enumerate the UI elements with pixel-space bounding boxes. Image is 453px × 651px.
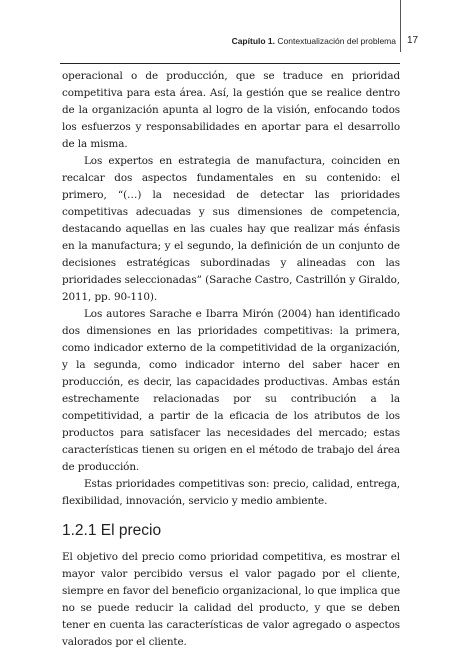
header-horizontal-rule xyxy=(60,63,400,64)
paragraph: El objetivo del precio como prioridad competitiva, es mostrar el mayor valor percibido versus el valor pagado por el cliente, siempre en favor del beneficio organizacional, lo que implica que no se puede reducir la calidad del producto, y que se deben tener en cuenta las características de valor agregado o aspectos valorados por el cliente. xyxy=(62,551,400,648)
chapter-label: Capítulo 1. xyxy=(231,36,276,46)
paragraph-continued: operacional o de producción, que se traduce en prioridad competitiva para esta área. Así, la gestión que se realice dentro de la organización apunta al logro de la visión, enfocando todos los esfuerzos y responsabilidades en aportar para el desarrollo de la misma. xyxy=(62,70,400,150)
paragraph: Estas prioridades competitivas son: precio, calidad, entrega, flexibilidad, innovación, servicio y medio ambiente. xyxy=(62,478,400,507)
running-header xyxy=(0,36,396,46)
paragraph: Los expertos en estrategia de manufactura, coinciden en recalcar dos aspectos fundamentales en su contenido: el primero, “(…) la necesidad de detectar las prioridades competitivas adecuadas y sus dimensiones de competencia, destacando aquellas en las cuales hay que realizar más énfasis en la manufactura; y el segundo, la definición de un conjunto de decisiones estratégicas subordinadas y alineadas con las prioridades seleccionadas” (Sarache Castro, Castrillón y Giraldo, 2011, pp. 90-110). xyxy=(62,155,400,303)
header-vertical-rule xyxy=(400,0,401,52)
section-heading: 1.2.1 El precio xyxy=(62,522,162,539)
chapter-title: Contextualización del problema xyxy=(277,36,396,46)
paragraph: Los autores Sarache e Ibarra Mirón (2004) han identificado dos dimensiones en las prioridades competitivas: la primera, como indicador externo de la competitividad de la organización, y la segunda, como indicador interno del saber hacer en producción, es decir, las capacidades productivas. Ambas están estrechamente relacionadas por su contribución a la competitividad, a partir de la eficacia de los atributos de los productos para satisfacer las necesidades del mercado; estas características tienen su origen en el método de trabajo del área de producción. xyxy=(62,308,400,473)
page-body xyxy=(62,68,400,651)
page-number: 17 xyxy=(407,35,419,46)
